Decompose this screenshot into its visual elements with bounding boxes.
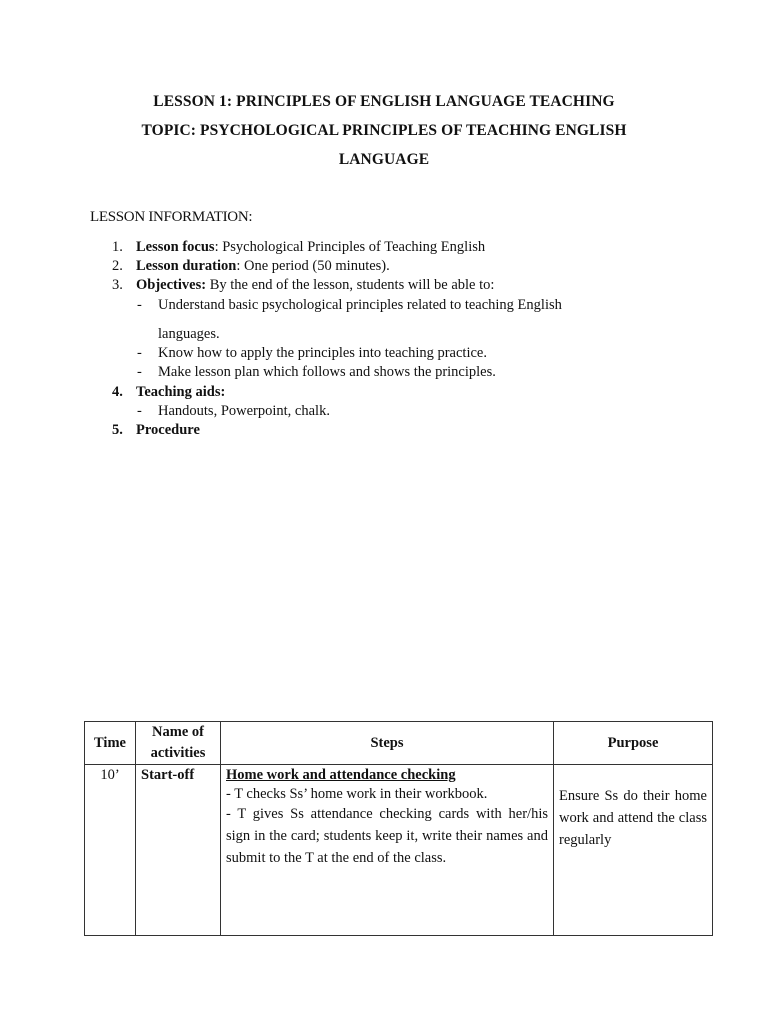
item-number-1: 1.	[112, 239, 123, 255]
lesson-information-heading: LESSON INFORMATION:	[90, 209, 253, 225]
objective-3: Make lesson plan which follows and shows the principles.	[158, 364, 496, 380]
procedure-label: Procedure	[136, 422, 200, 438]
item-number-5: 5.	[112, 422, 123, 438]
lesson-focus-label: Lesson focus	[136, 239, 215, 255]
objective-bullet: -	[137, 345, 142, 361]
objectives-item	[136, 277, 494, 294]
row-activity-name: Start-off	[136, 765, 221, 936]
objective-bullet: -	[137, 364, 142, 380]
objectives-intro: By the end of the lesson, students will be able to:	[206, 277, 495, 293]
objectives-label: Objectives:	[136, 277, 207, 293]
teaching-aid-bullet: -	[137, 403, 142, 419]
lesson-duration-label: Lesson duration	[136, 258, 237, 274]
steps-heading: Home work and attendance checking	[226, 767, 456, 783]
item-number-2: 2.	[112, 258, 123, 274]
objective-1-continued: languages.	[158, 326, 220, 342]
row-steps	[221, 765, 554, 936]
topic-title-continued: LANGUAGE	[338, 151, 430, 168]
item-number-4: 4.	[112, 384, 123, 400]
teaching-aids-item	[136, 384, 225, 401]
table-header-row	[85, 722, 713, 765]
objective-bullet: -	[137, 297, 142, 313]
header-time: Time	[85, 722, 136, 765]
step-line: - T gives Ss attendance checking cards with her/his sign in the card; students keep it, write their names and submit to the T at the end of the class.	[226, 806, 548, 866]
procedure-table	[84, 721, 713, 936]
item-number-3: 3.	[112, 277, 123, 293]
lesson-duration-value: : One period (50 minutes).	[236, 258, 390, 274]
topic-title: TOPIC: PSYCHOLOGICAL PRINCIPLES OF TEACHING ENGLISH	[141, 122, 627, 139]
lesson-title: LESSON 1: PRINCIPLES OF ENGLISH LANGUAGE TEACHING	[153, 93, 615, 110]
objective-2: Know how to apply the principles into teaching practice.	[158, 345, 487, 361]
teaching-aids-label: Teaching aids:	[136, 384, 226, 400]
row-purpose: Ensure Ss do their home work and attend the class regularly	[554, 765, 713, 936]
teaching-aids-list: Handouts, Powerpoint, chalk.	[158, 403, 330, 419]
step-line: - T checks Ss’ home work in their workbook.	[226, 786, 488, 802]
header-name-of-activities: Name of activities	[136, 722, 221, 765]
header-purpose: Purpose	[554, 722, 713, 765]
header-steps: Steps	[221, 722, 554, 765]
table-row	[85, 765, 713, 936]
objective-1: Understand basic psychological principles related to teaching English	[158, 297, 562, 313]
lesson-focus-item	[136, 239, 485, 256]
lesson-duration-item	[136, 258, 390, 275]
row-time: 10’	[85, 765, 136, 936]
procedure-item	[136, 422, 200, 439]
lesson-focus-value: : Psychological Principles of Teaching English	[214, 239, 486, 255]
